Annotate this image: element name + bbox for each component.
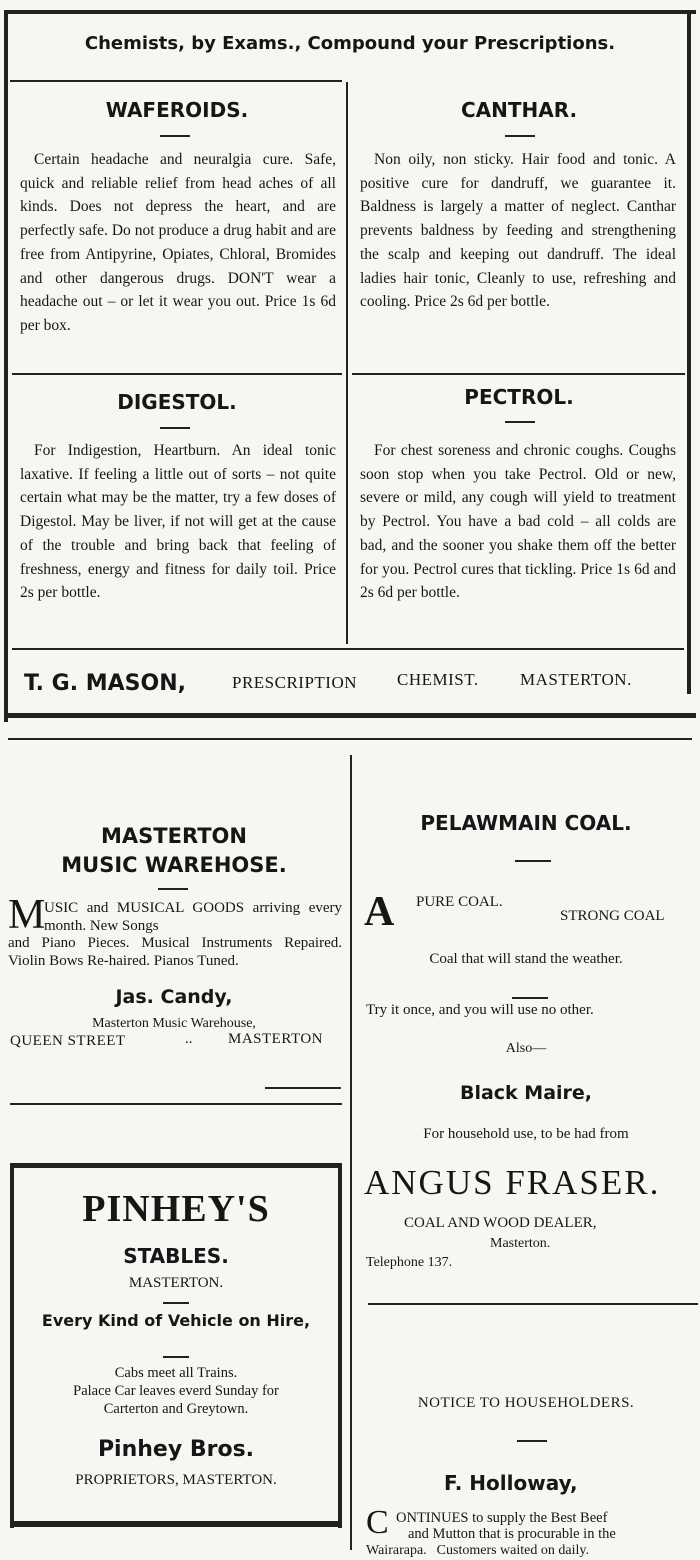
footer-town: MASTERTON. (520, 670, 632, 689)
stables-proprietor: Pinhey Bros. (97, 1437, 255, 1462)
coal-dealer: ANGUS FRASER. (364, 1163, 661, 1202)
notice-dropcap: C (366, 1504, 389, 1541)
stables-line-1: Cabs meet all Trains. (114, 1365, 238, 1381)
product-title: DIGESTOL. (117, 390, 237, 414)
section-divider (8, 738, 692, 740)
product-title: PECTROL. (464, 385, 574, 409)
music-body: and Piano Pieces. Musical Instruments Repaired. Violin Bows Re-haired. Pianos Tuned. (8, 935, 342, 969)
coal-household: For household use, to be had from (423, 1126, 629, 1142)
coal-pure: PURE COAL. (416, 894, 503, 910)
stables-town: MASTERTON. (128, 1275, 224, 1291)
column-divider (350, 755, 352, 1550)
music-title-2: MUSIC WAREHOSE. (61, 853, 287, 877)
stables-line-2: Palace Car leaves everd Sunday for (73, 1383, 279, 1399)
product-description: For Indigestion, Heartburn. An ideal tonic laxative. If feeling a little out of sorts – not quite certain what may be the matter, try a few doses of Digestol. May be liver, if not will get at the cause of the trouble and bring back that feeling of freshness, energy and fitness for daily toil. Price 2s per bottle. (20, 442, 336, 602)
stables-subtitle: STABLES. (123, 1244, 229, 1268)
notice-line-1: ONTINUES to supply the Best Beef (396, 1510, 608, 1526)
coal-title: PELAWMAIN COAL. (420, 811, 632, 835)
notice-line-2: and Mutton that is procurable in the (408, 1526, 616, 1542)
stables-tagline: Every Kind of Vehicle on Hire, (41, 1311, 311, 1330)
product-description: Certain headache and neuralgia cure. Safe, quick and reliable relief from head aches of all kinds. Does not depress the heart, and are perfectly safe. Do not produce a drug habit and are free from Antipyrine, Opiates, Chloral, Bromides and other dangerous drugs. DON'T wear a headache out – or let it wear you out. Price 1s 6d per box. (20, 151, 336, 334)
music-dots: .. (185, 1031, 193, 1047)
music-business: Masterton Music Warehouse, (92, 1016, 256, 1031)
coal-strong: STRONG COAL (560, 908, 665, 924)
chemist-headline: Chemists, by Exams., Compound your Prescriptions. (84, 33, 616, 54)
notice-line-3: Wairarapa. Customers waited on daily. (366, 1543, 589, 1558)
product-title: CANTHAR. (460, 98, 578, 122)
footer-prescription: PRESCRIPTION (232, 673, 358, 692)
stables-title: PINHEY'S (82, 1188, 270, 1230)
product-description: For chest soreness and chronic coughs. Coughs soon stop when you take Pectrol. Old or new, severe or mild, any cough will yield to treatment by Pectrol. You have a bad cold – all colds are bad, and the sooner you shake them off the better for you. Pectrol cures that tickling. Price 1s 6d and 2s 6d per bottle. (360, 442, 676, 602)
notice-line-4: Customers waited on daily. (436, 1543, 589, 1558)
music-dropcap: M (8, 892, 46, 938)
product-title: WAFEROIDS. (105, 98, 249, 122)
stables-line-3: Carterton and Greytown. (103, 1401, 249, 1417)
notice-title: NOTICE TO HOUSEHOLDERS. (417, 1395, 635, 1411)
coal-dealer-town: Masterton. (490, 1236, 551, 1251)
coal-dealer-type: COAL AND WOOD DEALER, (404, 1215, 597, 1231)
chemist-name: T. G. MASON, (24, 671, 186, 696)
music-body-first: USIC and MUSICAL GOODS arriving every month. New Songs (44, 900, 342, 934)
music-title-1: MASTERTON (101, 824, 247, 848)
music-street: QUEEN STREET (10, 1033, 126, 1049)
coal-also: Also— (505, 1041, 547, 1056)
footer-chemist: CHEMIST. (397, 670, 479, 689)
coal-weather: Coal that will stand the weather. (429, 951, 623, 967)
music-town: MASTERTON (228, 1031, 323, 1047)
stables-footer: PROPRIETORS, MASTERTON. (75, 1472, 277, 1488)
coal-try: Try it once, and you will use no other. (366, 1002, 594, 1018)
coal-telephone: Telephone 137. (366, 1255, 453, 1270)
coal-product: Black Maire, (459, 1082, 593, 1104)
product-description: Non oily, non sticky. Hair food and tonic. A positive cure for dandruff, we guarantee it. Baldness is largely a matter of neglect. Canthar prevents baldness by feeding and strengthening the scalp and keeping out dandruff. The ideal ladies hair tonic, Cleanly to use, refreshing and cooling. Price 2s 6d per bottle. (360, 151, 676, 311)
coal-dropcap: A (364, 889, 395, 935)
music-proprietor: Jas. Candy, (115, 986, 233, 1008)
notice-name: F. Holloway, (444, 1471, 578, 1495)
